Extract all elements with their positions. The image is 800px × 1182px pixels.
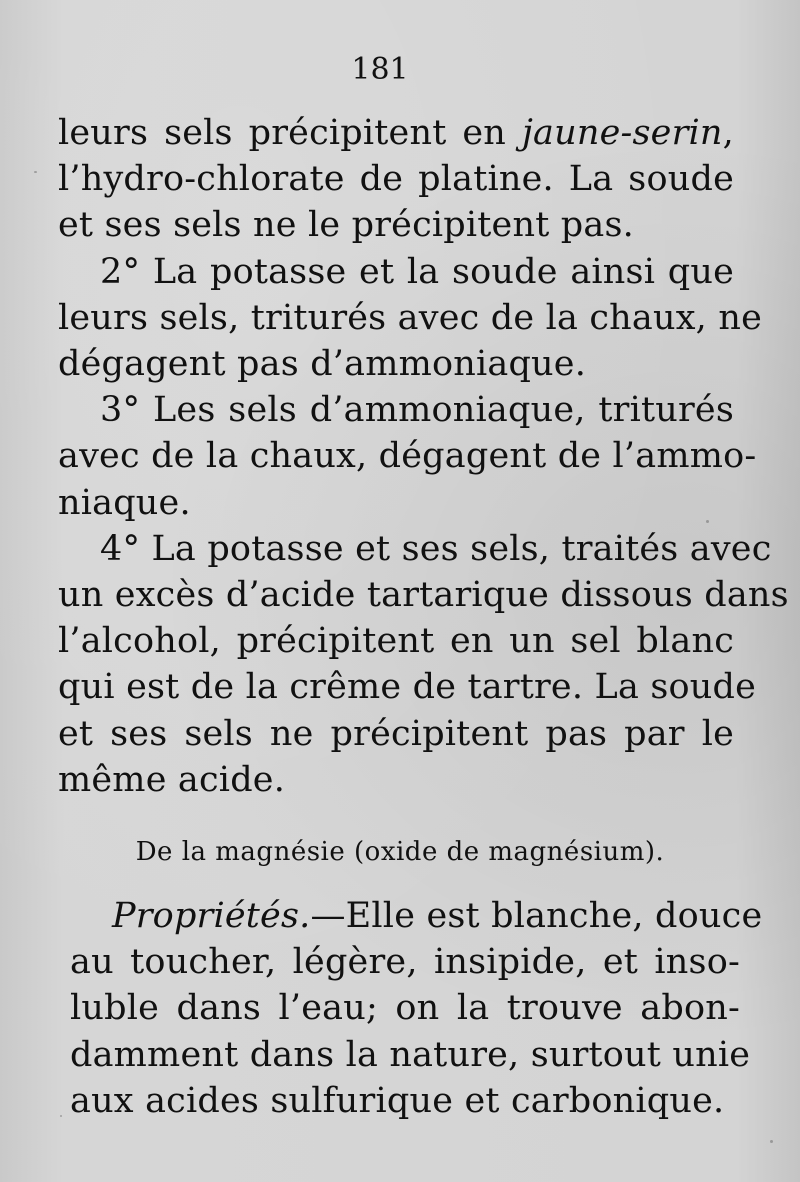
text-line: un excès d’acide tartarique dissous dans: [58, 575, 789, 616]
italic-term: jaune-serin: [521, 113, 723, 153]
paper-speck: [770, 1140, 773, 1143]
text-line: niaque.: [58, 482, 191, 523]
text-line: aux acides sulfurique et carbonique.: [70, 1080, 725, 1121]
body-text: [58, 110, 789, 803]
page-number: 181: [351, 52, 409, 87]
text-line: qui est de la crême de tartre. La soude: [58, 667, 757, 708]
text-line: leurs sels précipitent en jaune-serin,: [58, 113, 734, 153]
text-line: 4° La potasse et ses sels, traités avec: [100, 528, 772, 569]
text-line: avec de la chaux, dégagent de l’ammo-: [58, 436, 757, 477]
text-line: et ses sels ne précipitent pas par le: [58, 713, 734, 754]
text-line: même acide.: [58, 759, 286, 800]
text-line: 3° Les sels d’ammoniaque, triturés: [100, 390, 734, 431]
text-line: et ses sels ne le précipitent pas.: [58, 205, 634, 246]
section-heading: De la magnésie (oxide de magnésium).: [135, 837, 665, 867]
text-line: Propriétés.—Elle est blanche, douce: [112, 896, 763, 936]
text-line: l’hydro-chlorate de platine. La soude: [58, 159, 734, 200]
text-line: au toucher, légère, insipide, et inso-: [70, 942, 740, 983]
paper-speck: [34, 171, 37, 173]
text-line: luble dans l’eau; on la trouve abon-: [70, 988, 740, 1029]
paper-speck: [706, 520, 709, 523]
properties-label: Propriétés.: [112, 896, 311, 936]
paper-speck: [60, 1115, 62, 1117]
properties-paragraph: [70, 893, 763, 1124]
text-line: l’alcohol, précipitent en un sel blanc: [58, 621, 734, 662]
text-line: 2° La potasse et la soude ainsi que: [100, 251, 734, 292]
text-line: leurs sels, triturés avec de la chaux, ne: [58, 297, 762, 338]
text-line: dégagent pas d’ammoniaque.: [58, 344, 587, 385]
text-line: damment dans la nature, surtout unie: [70, 1034, 751, 1075]
